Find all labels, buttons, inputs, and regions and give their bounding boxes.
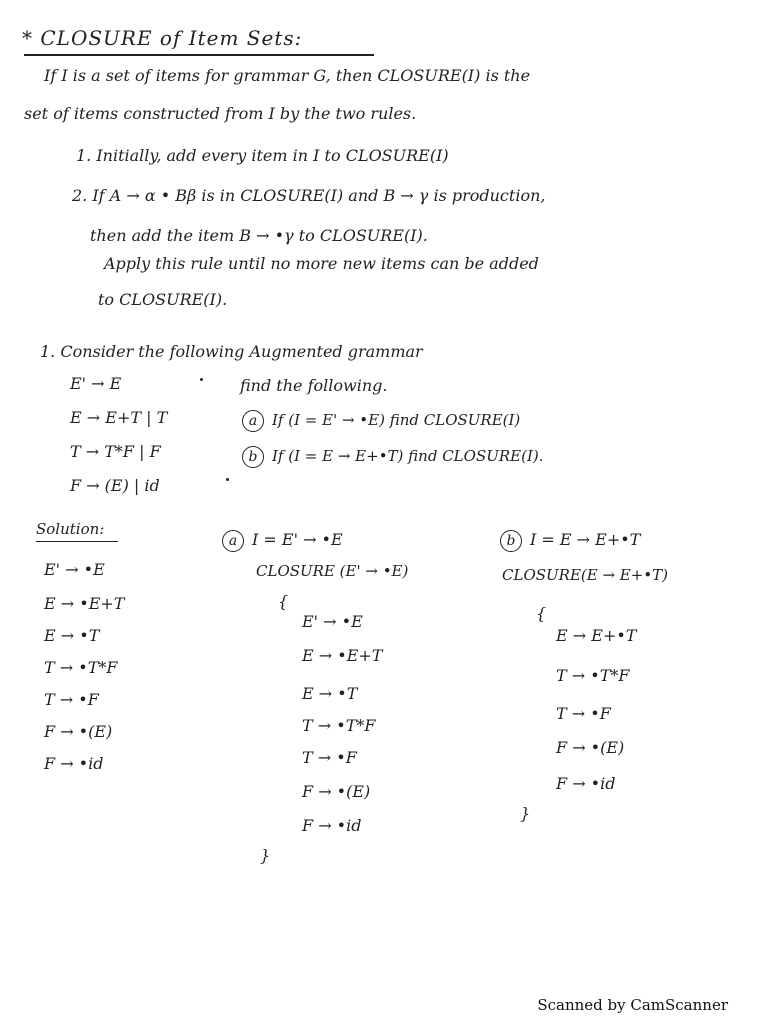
- part-a-marker: a: [242, 410, 264, 432]
- part-a-question: [242, 410, 520, 432]
- part-a-answer-marker: a: [222, 530, 244, 552]
- ink-dot: [200, 378, 203, 381]
- grammar-rule: T → T*F | F: [70, 442, 161, 461]
- part-a-text: If (I = E' → •E) find CLOSURE(I): [272, 411, 521, 429]
- closure-item: E' → •E: [302, 612, 363, 631]
- part-b-marker: b: [242, 446, 264, 468]
- closure-item: E → •E+T: [302, 646, 383, 665]
- closure-item: T → •F: [302, 748, 357, 767]
- closure-item: F → •(E): [556, 738, 625, 757]
- rule-2-line-2: then add the item B → •γ to CLOSURE(I).: [90, 226, 428, 245]
- part-a-close-brace: }: [260, 846, 271, 865]
- grammar-rule: E' → E: [70, 374, 122, 393]
- part-a-closure: CLOSURE (E' → •E): [256, 562, 409, 580]
- lr-item: F → •id: [44, 754, 104, 773]
- lr-item: E → •E+T: [44, 594, 125, 613]
- lr-item: E → •T: [44, 626, 100, 645]
- closure-item: E → E+•T: [556, 626, 637, 645]
- closure-item: F → •id: [302, 816, 362, 835]
- part-a-open-brace: {: [278, 592, 289, 611]
- part-b-open-brace: {: [536, 604, 547, 623]
- closure-item: T → •F: [556, 704, 611, 723]
- part-b-answer-marker: b: [500, 530, 522, 552]
- closure-item: T → •T*F: [556, 666, 630, 685]
- closure-item: F → •(E): [302, 782, 371, 801]
- lr-item: T → •F: [44, 690, 99, 709]
- rule-2-line-1: 2. If A → α • Bβ is in CLOSURE(I) and B → γ is production,: [72, 186, 546, 205]
- part-b-text: If (I = E → E+•T) find CLOSURE(I).: [272, 447, 544, 465]
- grammar-rule: F → (E) | id: [70, 476, 160, 495]
- lr-item: E' → •E: [44, 560, 105, 579]
- title-underline: [24, 54, 374, 56]
- closure-item: E → •T: [302, 684, 358, 703]
- part-b-close-brace: }: [520, 804, 531, 823]
- part-a-header-text: I = E' → •E: [252, 530, 343, 549]
- scanner-watermark: Scanned by CamScanner: [537, 996, 728, 1014]
- ink-dot: [226, 478, 229, 481]
- lr-item: F → •(E): [44, 722, 113, 741]
- definition-line-1: If I is a set of items for grammar G, then CLOSURE(I) is the: [44, 66, 531, 85]
- part-b-header-text: I = E → E+•T: [530, 530, 641, 549]
- page-title: * CLOSURE of Item Sets:: [22, 26, 303, 50]
- closure-item: F → •id: [556, 774, 616, 793]
- rule-1: 1. Initially, add every item in I to CLOSURE(I): [76, 146, 449, 165]
- part-b-closure: CLOSURE(E → E+•T): [502, 566, 669, 584]
- find-instruction: find the following.: [240, 376, 388, 395]
- solution-label: Solution:: [36, 520, 105, 538]
- closure-item: T → •T*F: [302, 716, 376, 735]
- rule-2-line-3: Apply this rule until no more new items can be added: [104, 254, 539, 273]
- problem-intro: 1. Consider the following Augmented grammar: [40, 342, 423, 361]
- part-a-header: [222, 530, 343, 552]
- part-b-question: [242, 446, 544, 468]
- lr-item: T → •T*F: [44, 658, 118, 677]
- rule-2-line-4: to CLOSURE(I).: [98, 290, 228, 309]
- part-b-header: [500, 530, 640, 552]
- grammar-rule: E → E+T | T: [70, 408, 168, 427]
- solution-underline: [36, 541, 118, 542]
- definition-line-2: set of items constructed from I by the two rules.: [24, 104, 417, 123]
